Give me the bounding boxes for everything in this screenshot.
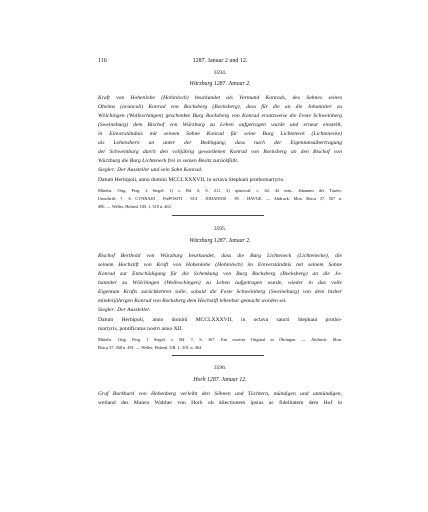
doc-heading: Würzburg 1287. Januar 2. — [189, 81, 251, 87]
note-line: Umschrift: † S. CVNRADI . PrePOSITI . SCI . JOHANNIS . IN . HAVGE. — Abdruck: Mon. Boica 37, 567 n. — [98, 196, 342, 201]
datum-line: Datum Herbipoli, anno domini MCCLXXXVII, in octava Stephani prothomartyris. — [98, 177, 285, 183]
body-line: hanniter zu Wölchingen (Wolleschingen) zu Lehen aufgetragen wurde, wieder in das volle — [98, 280, 342, 286]
note-line: Mittelst. Orig. Perg. 1 Siegel, s. Bd. 7, S. 367. Ein zweites Original in Öhringen. — Abdruck: Mon. — [98, 337, 342, 342]
body-line: Wölchingen (Wolleschingen) geschenkte Burg Bocksberg von Konrad ersatzweise die Feste Schweinberg — [98, 113, 342, 119]
section-divider — [172, 215, 264, 216]
body-line: Kraft von Hohenlohe (Hohinloch) beurkundet als Vormund Konrads, des Sohnes seines — [98, 95, 342, 101]
body-line: als Lehenshern an unter der Bedingung, dass nach der Eigentumsübertragung — [98, 140, 342, 146]
section-divider — [172, 355, 264, 356]
body-line: weiland des Maiers Walther von Horb ob dilectionem ipsius ac fidelitatem dem Hof in — [98, 400, 342, 406]
doc-number: 3595. — [213, 226, 227, 232]
body-line: der Schweinburg durch den volljährig gewordenen Konrad von Bocksberg an den Bischof von — [98, 149, 342, 155]
sigler-line: Siegler: Der Aussteller und sein Sohn Konrad. — [98, 167, 203, 173]
body-line: minderjährigen Konrad von Bocksberg dem Hochstift lehenbar gemacht worden sei. — [98, 298, 287, 304]
page-number: 116 — [98, 58, 107, 64]
doc-heading: Horb 1287. Januar 12. — [193, 377, 247, 383]
note-line: 490. — Weller, Hohenl. UB. 1, 318 n. 463. — [98, 204, 172, 209]
body-line: in Einverständnis mit seinem Sohne Konrad für seine Burg Lichteneck (Lichtenecke) — [98, 131, 342, 137]
doc-number: 3594. — [213, 70, 227, 76]
body-line: seinem Hochstift von Kraft von Hohenlohe (Hohinloch) im Einverständnis mit seinem Sohne — [98, 262, 342, 268]
doc-number: 3596. — [213, 365, 227, 371]
body-line: Bischof Berthold von Würzburg beurkundet, dass die Burg Lichteneck (Lichtenecke), die — [98, 253, 342, 259]
doc-heading: Würzburg 1287. Januar 2. — [189, 238, 251, 244]
note-line: Boica 37, 568 n. 491. — Weller, Hohenl. UB. 1, 319, n. 464. — [98, 345, 203, 350]
body-line: (Sweineburg) dem Bischof von Würzburg zu Lehen aufgetragen wurde und erneut einstellt, — [98, 122, 342, 128]
datum-line: Datum Herbipoli, anno domini MCCLXXXVII, in octava sancti Stephani protho- — [98, 317, 342, 323]
body-line: Oheims (avunculi) Konrad von Bocksberg (Bocksberg), dass für die an die Johanniter zu — [98, 104, 342, 110]
body-line: Würzburg die Burg Lichteneck frei in seinen Besitz zurückfällt. — [98, 158, 239, 164]
running-head: 1287. Januar 2 und 12. — [192, 58, 248, 64]
note-line: Mittelst. Orig. Perg. 2 Siegel: 1) s. Bd. 6, S. 211. 2) spitzoval, c. 62, 42 mm., Johannes der Täufer; — [98, 188, 342, 193]
body-line: Graf Burkhard von Hohenberg verleiht den Söhnen und Töchtern, mündigen und unmündigen, — [98, 391, 342, 397]
datum-line: martyris, pontificatus nostri anno XII. — [98, 326, 183, 332]
sigler-line: Siegler: Der Aussteller. — [98, 307, 151, 313]
body-line: Konrad zur Entschädigung für die Schenkung von Burg Bocksberg (Bocksberg) an die Jo- — [98, 271, 342, 277]
body-line: Eigentum Krafts zurückkehren solle, sobald die Feste Schweinberg (Sweineburg) von dem bisher — [98, 289, 342, 295]
